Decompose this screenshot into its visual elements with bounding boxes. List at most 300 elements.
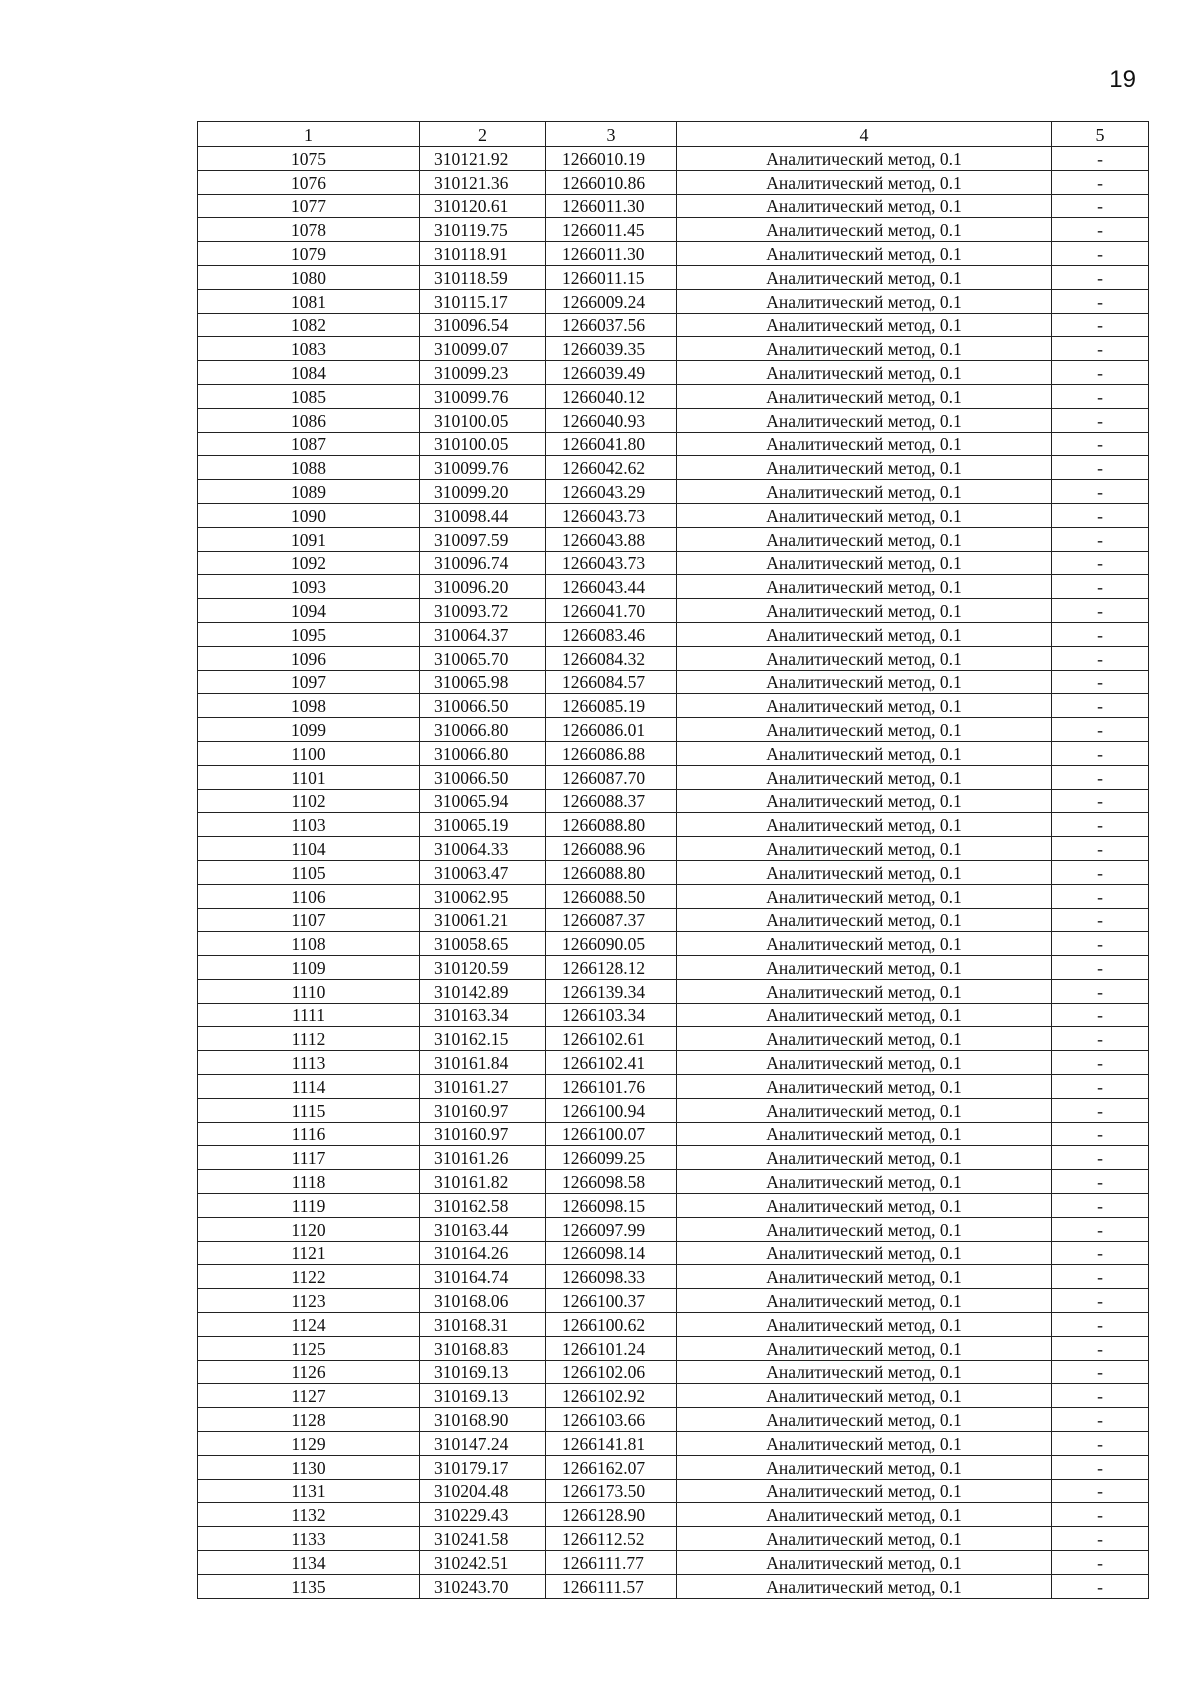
table-row <box>198 456 1149 480</box>
x-coordinate-cell: 310204.48 <box>420 1479 546 1503</box>
table-row <box>198 1217 1149 1241</box>
point-number-cell: 1091 <box>198 527 420 551</box>
table-row <box>198 1313 1149 1337</box>
point-number-cell: 1094 <box>198 599 420 623</box>
y-coordinate-cell: 1266090.05 <box>546 932 677 956</box>
x-coordinate-cell: 310061.21 <box>420 908 546 932</box>
method-cell: Аналитический метод, 0.1 <box>677 1265 1052 1289</box>
x-coordinate-cell: 310142.89 <box>420 979 546 1003</box>
point-number-cell: 1124 <box>198 1313 420 1337</box>
method-cell: Аналитический метод, 0.1 <box>677 1479 1052 1503</box>
method-cell: Аналитический метод, 0.1 <box>677 979 1052 1003</box>
method-cell: Аналитический метод, 0.1 <box>677 1051 1052 1075</box>
note-cell: - <box>1052 361 1149 385</box>
point-number-cell: 1115 <box>198 1098 420 1122</box>
table-row <box>198 979 1149 1003</box>
table-row <box>198 527 1149 551</box>
y-coordinate-cell: 1266083.46 <box>546 622 677 646</box>
note-cell: - <box>1052 1527 1149 1551</box>
method-cell: Аналитический метод, 0.1 <box>677 1098 1052 1122</box>
method-cell: Аналитический метод, 0.1 <box>677 599 1052 623</box>
x-coordinate-cell: 310169.13 <box>420 1384 546 1408</box>
method-cell: Аналитический метод, 0.1 <box>677 1241 1052 1265</box>
note-cell: - <box>1052 1574 1149 1598</box>
x-coordinate-cell: 310115.17 <box>420 289 546 313</box>
point-number-cell: 1113 <box>198 1051 420 1075</box>
table-row <box>198 1170 1149 1194</box>
table-row <box>198 694 1149 718</box>
point-number-cell: 1122 <box>198 1265 420 1289</box>
y-coordinate-cell: 1266010.19 <box>546 147 677 171</box>
x-coordinate-cell: 310098.44 <box>420 503 546 527</box>
y-coordinate-cell: 1266086.88 <box>546 741 677 765</box>
point-number-cell: 1116 <box>198 1122 420 1146</box>
table-row <box>198 218 1149 242</box>
note-cell: - <box>1052 1170 1149 1194</box>
point-number-cell: 1088 <box>198 456 420 480</box>
table-row <box>198 1027 1149 1051</box>
y-coordinate-cell: 1266011.45 <box>546 218 677 242</box>
note-cell: - <box>1052 1551 1149 1575</box>
method-cell: Аналитический метод, 0.1 <box>677 860 1052 884</box>
note-cell: - <box>1052 1217 1149 1241</box>
point-number-cell: 1099 <box>198 718 420 742</box>
x-coordinate-cell: 310065.19 <box>420 813 546 837</box>
point-number-cell: 1076 <box>198 170 420 194</box>
x-coordinate-cell: 310169.13 <box>420 1360 546 1384</box>
table-row <box>198 1574 1149 1598</box>
x-coordinate-cell: 310118.59 <box>420 265 546 289</box>
point-number-cell: 1084 <box>198 361 420 385</box>
header-cell: 5 <box>1052 122 1149 147</box>
method-cell: Аналитический метод, 0.1 <box>677 956 1052 980</box>
y-coordinate-cell: 1266041.70 <box>546 599 677 623</box>
point-number-cell: 1101 <box>198 765 420 789</box>
x-coordinate-cell: 310161.82 <box>420 1170 546 1194</box>
note-cell: - <box>1052 1122 1149 1146</box>
note-cell: - <box>1052 1336 1149 1360</box>
table-row <box>198 1146 1149 1170</box>
table-row <box>198 1432 1149 1456</box>
y-coordinate-cell: 1266043.73 <box>546 503 677 527</box>
table-row <box>198 741 1149 765</box>
table-row <box>198 670 1149 694</box>
table-row <box>198 884 1149 908</box>
note-cell: - <box>1052 765 1149 789</box>
y-coordinate-cell: 1266100.62 <box>546 1313 677 1337</box>
note-cell: - <box>1052 1075 1149 1099</box>
y-coordinate-cell: 1266102.61 <box>546 1027 677 1051</box>
point-number-cell: 1077 <box>198 194 420 218</box>
point-number-cell: 1085 <box>198 384 420 408</box>
method-cell: Аналитический метод, 0.1 <box>677 1075 1052 1099</box>
point-number-cell: 1078 <box>198 218 420 242</box>
table-row <box>198 1551 1149 1575</box>
method-cell: Аналитический метод, 0.1 <box>677 1313 1052 1337</box>
note-cell: - <box>1052 1051 1149 1075</box>
table-row <box>198 337 1149 361</box>
point-number-cell: 1133 <box>198 1527 420 1551</box>
y-coordinate-cell: 1266039.49 <box>546 361 677 385</box>
note-cell: - <box>1052 1027 1149 1051</box>
note-cell: - <box>1052 932 1149 956</box>
x-coordinate-cell: 310163.44 <box>420 1217 546 1241</box>
table-row <box>198 147 1149 171</box>
y-coordinate-cell: 1266088.50 <box>546 884 677 908</box>
table-row <box>198 956 1149 980</box>
x-coordinate-cell: 310168.83 <box>420 1336 546 1360</box>
y-coordinate-cell: 1266084.57 <box>546 670 677 694</box>
method-cell: Аналитический метод, 0.1 <box>677 384 1052 408</box>
table-row <box>198 242 1149 266</box>
note-cell: - <box>1052 1455 1149 1479</box>
note-cell: - <box>1052 1313 1149 1337</box>
x-coordinate-cell: 310058.65 <box>420 932 546 956</box>
table-row <box>198 622 1149 646</box>
point-number-cell: 1100 <box>198 741 420 765</box>
y-coordinate-cell: 1266011.30 <box>546 194 677 218</box>
method-cell: Аналитический метод, 0.1 <box>677 789 1052 813</box>
page-number: 19 <box>1109 66 1136 93</box>
note-cell: - <box>1052 337 1149 361</box>
method-cell: Аналитический метод, 0.1 <box>677 646 1052 670</box>
coordinates-table <box>197 121 1149 1599</box>
note-cell: - <box>1052 170 1149 194</box>
table-row <box>198 1289 1149 1313</box>
table-row <box>198 1408 1149 1432</box>
note-cell: - <box>1052 718 1149 742</box>
point-number-cell: 1129 <box>198 1432 420 1456</box>
method-cell: Аналитический метод, 0.1 <box>677 313 1052 337</box>
x-coordinate-cell: 310161.26 <box>420 1146 546 1170</box>
table-row <box>198 837 1149 861</box>
note-cell: - <box>1052 1003 1149 1027</box>
x-coordinate-cell: 310100.05 <box>420 408 546 432</box>
point-number-cell: 1105 <box>198 860 420 884</box>
point-number-cell: 1128 <box>198 1408 420 1432</box>
x-coordinate-cell: 310163.34 <box>420 1003 546 1027</box>
table-row <box>198 1384 1149 1408</box>
x-coordinate-cell: 310121.36 <box>420 170 546 194</box>
method-cell: Аналитический метод, 0.1 <box>677 456 1052 480</box>
point-number-cell: 1095 <box>198 622 420 646</box>
x-coordinate-cell: 310066.80 <box>420 718 546 742</box>
y-coordinate-cell: 1266088.80 <box>546 860 677 884</box>
y-coordinate-cell: 1266011.30 <box>546 242 677 266</box>
table-row <box>198 408 1149 432</box>
method-cell: Аналитический метод, 0.1 <box>677 837 1052 861</box>
y-coordinate-cell: 1266042.62 <box>546 456 677 480</box>
method-cell: Аналитический метод, 0.1 <box>677 289 1052 313</box>
note-cell: - <box>1052 1432 1149 1456</box>
method-cell: Аналитический метод, 0.1 <box>677 1122 1052 1146</box>
point-number-cell: 1104 <box>198 837 420 861</box>
x-coordinate-cell: 310064.33 <box>420 837 546 861</box>
table-row <box>198 1527 1149 1551</box>
method-cell: Аналитический метод, 0.1 <box>677 1503 1052 1527</box>
note-cell: - <box>1052 265 1149 289</box>
x-coordinate-cell: 310066.50 <box>420 765 546 789</box>
note-cell: - <box>1052 1265 1149 1289</box>
point-number-cell: 1079 <box>198 242 420 266</box>
point-number-cell: 1134 <box>198 1551 420 1575</box>
method-cell: Аналитический метод, 0.1 <box>677 408 1052 432</box>
method-cell: Аналитический метод, 0.1 <box>677 1003 1052 1027</box>
x-coordinate-cell: 310099.07 <box>420 337 546 361</box>
method-cell: Аналитический метод, 0.1 <box>677 1360 1052 1384</box>
point-number-cell: 1098 <box>198 694 420 718</box>
point-number-cell: 1087 <box>198 432 420 456</box>
x-coordinate-cell: 310120.61 <box>420 194 546 218</box>
y-coordinate-cell: 1266098.33 <box>546 1265 677 1289</box>
table-row <box>198 813 1149 837</box>
method-cell: Аналитический метод, 0.1 <box>677 1574 1052 1598</box>
x-coordinate-cell: 310161.84 <box>420 1051 546 1075</box>
y-coordinate-cell: 1266043.73 <box>546 551 677 575</box>
point-number-cell: 1130 <box>198 1455 420 1479</box>
point-number-cell: 1118 <box>198 1170 420 1194</box>
point-number-cell: 1107 <box>198 908 420 932</box>
table-row <box>198 361 1149 385</box>
y-coordinate-cell: 1266010.86 <box>546 170 677 194</box>
point-number-cell: 1108 <box>198 932 420 956</box>
x-coordinate-cell: 310099.76 <box>420 384 546 408</box>
x-coordinate-cell: 310096.54 <box>420 313 546 337</box>
point-number-cell: 1102 <box>198 789 420 813</box>
method-cell: Аналитический метод, 0.1 <box>677 1027 1052 1051</box>
table-body <box>198 122 1149 1599</box>
note-cell: - <box>1052 575 1149 599</box>
x-coordinate-cell: 310229.43 <box>420 1503 546 1527</box>
point-number-cell: 1112 <box>198 1027 420 1051</box>
x-coordinate-cell: 310097.59 <box>420 527 546 551</box>
method-cell: Аналитический метод, 0.1 <box>677 1217 1052 1241</box>
x-coordinate-cell: 310118.91 <box>420 242 546 266</box>
x-coordinate-cell: 310100.05 <box>420 432 546 456</box>
note-cell: - <box>1052 670 1149 694</box>
method-cell: Аналитический метод, 0.1 <box>677 932 1052 956</box>
table-row <box>198 1479 1149 1503</box>
note-cell: - <box>1052 1146 1149 1170</box>
note-cell: - <box>1052 289 1149 313</box>
x-coordinate-cell: 310242.51 <box>420 1551 546 1575</box>
note-cell: - <box>1052 813 1149 837</box>
table-row <box>198 575 1149 599</box>
method-cell: Аналитический метод, 0.1 <box>677 741 1052 765</box>
table-row <box>198 1122 1149 1146</box>
y-coordinate-cell: 1266039.35 <box>546 337 677 361</box>
y-coordinate-cell: 1266111.57 <box>546 1574 677 1598</box>
note-cell: - <box>1052 503 1149 527</box>
point-number-cell: 1097 <box>198 670 420 694</box>
note-cell: - <box>1052 860 1149 884</box>
header-cell: 2 <box>420 122 546 147</box>
method-cell: Аналитический метод, 0.1 <box>677 361 1052 385</box>
x-coordinate-cell: 310164.26 <box>420 1241 546 1265</box>
table-row <box>198 860 1149 884</box>
method-cell: Аналитический метод, 0.1 <box>677 337 1052 361</box>
table-row <box>198 265 1149 289</box>
note-cell: - <box>1052 956 1149 980</box>
y-coordinate-cell: 1266040.93 <box>546 408 677 432</box>
x-coordinate-cell: 310063.47 <box>420 860 546 884</box>
point-number-cell: 1075 <box>198 147 420 171</box>
note-cell: - <box>1052 741 1149 765</box>
table-row <box>198 289 1149 313</box>
table-row <box>198 932 1149 956</box>
y-coordinate-cell: 1266084.32 <box>546 646 677 670</box>
note-cell: - <box>1052 837 1149 861</box>
y-coordinate-cell: 1266009.24 <box>546 289 677 313</box>
table-row <box>198 1360 1149 1384</box>
y-coordinate-cell: 1266103.34 <box>546 1003 677 1027</box>
method-cell: Аналитический метод, 0.1 <box>677 884 1052 908</box>
note-cell: - <box>1052 694 1149 718</box>
point-number-cell: 1096 <box>198 646 420 670</box>
note-cell: - <box>1052 1241 1149 1265</box>
table-row <box>198 503 1149 527</box>
method-cell: Аналитический метод, 0.1 <box>677 1336 1052 1360</box>
y-coordinate-cell: 1266043.88 <box>546 527 677 551</box>
note-cell: - <box>1052 1289 1149 1313</box>
note-cell: - <box>1052 456 1149 480</box>
y-coordinate-cell: 1266101.76 <box>546 1075 677 1099</box>
table-row <box>198 170 1149 194</box>
point-number-cell: 1125 <box>198 1336 420 1360</box>
y-coordinate-cell: 1266102.06 <box>546 1360 677 1384</box>
x-coordinate-cell: 310168.90 <box>420 1408 546 1432</box>
point-number-cell: 1126 <box>198 1360 420 1384</box>
note-cell: - <box>1052 599 1149 623</box>
table-row <box>198 1241 1149 1265</box>
header-cell: 4 <box>677 122 1052 147</box>
y-coordinate-cell: 1266101.24 <box>546 1336 677 1360</box>
y-coordinate-cell: 1266043.29 <box>546 480 677 504</box>
point-number-cell: 1090 <box>198 503 420 527</box>
method-cell: Аналитический метод, 0.1 <box>677 908 1052 932</box>
method-cell: Аналитический метод, 0.1 <box>677 1551 1052 1575</box>
x-coordinate-cell: 310162.15 <box>420 1027 546 1051</box>
point-number-cell: 1109 <box>198 956 420 980</box>
method-cell: Аналитический метод, 0.1 <box>677 147 1052 171</box>
point-number-cell: 1131 <box>198 1479 420 1503</box>
point-number-cell: 1120 <box>198 1217 420 1241</box>
x-coordinate-cell: 310099.23 <box>420 361 546 385</box>
point-number-cell: 1132 <box>198 1503 420 1527</box>
method-cell: Аналитический метод, 0.1 <box>677 765 1052 789</box>
y-coordinate-cell: 1266139.34 <box>546 979 677 1003</box>
note-cell: - <box>1052 384 1149 408</box>
method-cell: Аналитический метод, 0.1 <box>677 670 1052 694</box>
y-coordinate-cell: 1266100.07 <box>546 1122 677 1146</box>
table-row <box>198 432 1149 456</box>
method-cell: Аналитический метод, 0.1 <box>677 1146 1052 1170</box>
y-coordinate-cell: 1266085.19 <box>546 694 677 718</box>
note-cell: - <box>1052 908 1149 932</box>
method-cell: Аналитический метод, 0.1 <box>677 575 1052 599</box>
note-cell: - <box>1052 313 1149 337</box>
method-cell: Аналитический метод, 0.1 <box>677 218 1052 242</box>
point-number-cell: 1103 <box>198 813 420 837</box>
y-coordinate-cell: 1266128.90 <box>546 1503 677 1527</box>
note-cell: - <box>1052 147 1149 171</box>
note-cell: - <box>1052 432 1149 456</box>
table-row <box>198 599 1149 623</box>
note-cell: - <box>1052 1408 1149 1432</box>
point-number-cell: 1121 <box>198 1241 420 1265</box>
y-coordinate-cell: 1266087.70 <box>546 765 677 789</box>
method-cell: Аналитический метод, 0.1 <box>677 1289 1052 1313</box>
y-coordinate-cell: 1266103.66 <box>546 1408 677 1432</box>
x-coordinate-cell: 310164.74 <box>420 1265 546 1289</box>
note-cell: - <box>1052 622 1149 646</box>
point-number-cell: 1092 <box>198 551 420 575</box>
x-coordinate-cell: 310099.20 <box>420 480 546 504</box>
point-number-cell: 1089 <box>198 480 420 504</box>
x-coordinate-cell: 310179.17 <box>420 1455 546 1479</box>
note-cell: - <box>1052 1479 1149 1503</box>
note-cell: - <box>1052 551 1149 575</box>
y-coordinate-cell: 1266041.80 <box>546 432 677 456</box>
note-cell: - <box>1052 194 1149 218</box>
x-coordinate-cell: 310065.94 <box>420 789 546 813</box>
point-number-cell: 1119 <box>198 1194 420 1218</box>
table-row <box>198 1503 1149 1527</box>
note-cell: - <box>1052 979 1149 1003</box>
table-row <box>198 480 1149 504</box>
y-coordinate-cell: 1266043.44 <box>546 575 677 599</box>
x-coordinate-cell: 310119.75 <box>420 218 546 242</box>
table-row <box>198 908 1149 932</box>
table-row <box>198 765 1149 789</box>
table-row <box>198 551 1149 575</box>
y-coordinate-cell: 1266098.14 <box>546 1241 677 1265</box>
y-coordinate-cell: 1266087.37 <box>546 908 677 932</box>
method-cell: Аналитический метод, 0.1 <box>677 1408 1052 1432</box>
y-coordinate-cell: 1266102.41 <box>546 1051 677 1075</box>
x-coordinate-cell: 310065.98 <box>420 670 546 694</box>
x-coordinate-cell: 310168.06 <box>420 1289 546 1313</box>
table-row <box>198 1098 1149 1122</box>
method-cell: Аналитический метод, 0.1 <box>677 432 1052 456</box>
y-coordinate-cell: 1266097.99 <box>546 1217 677 1241</box>
point-number-cell: 1135 <box>198 1574 420 1598</box>
header-cell: 1 <box>198 122 420 147</box>
x-coordinate-cell: 310162.58 <box>420 1194 546 1218</box>
method-cell: Аналитический метод, 0.1 <box>677 194 1052 218</box>
method-cell: Аналитический метод, 0.1 <box>677 1432 1052 1456</box>
table-row <box>198 718 1149 742</box>
y-coordinate-cell: 1266037.56 <box>546 313 677 337</box>
x-coordinate-cell: 310121.92 <box>420 147 546 171</box>
x-coordinate-cell: 310066.80 <box>420 741 546 765</box>
x-coordinate-cell: 310161.27 <box>420 1075 546 1099</box>
table-row <box>198 646 1149 670</box>
x-coordinate-cell: 310066.50 <box>420 694 546 718</box>
x-coordinate-cell: 310096.20 <box>420 575 546 599</box>
y-coordinate-cell: 1266162.07 <box>546 1455 677 1479</box>
method-cell: Аналитический метод, 0.1 <box>677 551 1052 575</box>
x-coordinate-cell: 310064.37 <box>420 622 546 646</box>
y-coordinate-cell: 1266086.01 <box>546 718 677 742</box>
x-coordinate-cell: 310065.70 <box>420 646 546 670</box>
x-coordinate-cell: 310243.70 <box>420 1574 546 1598</box>
table-row <box>198 1336 1149 1360</box>
method-cell: Аналитический метод, 0.1 <box>677 622 1052 646</box>
method-cell: Аналитический метод, 0.1 <box>677 480 1052 504</box>
method-cell: Аналитический метод, 0.1 <box>677 694 1052 718</box>
point-number-cell: 1127 <box>198 1384 420 1408</box>
